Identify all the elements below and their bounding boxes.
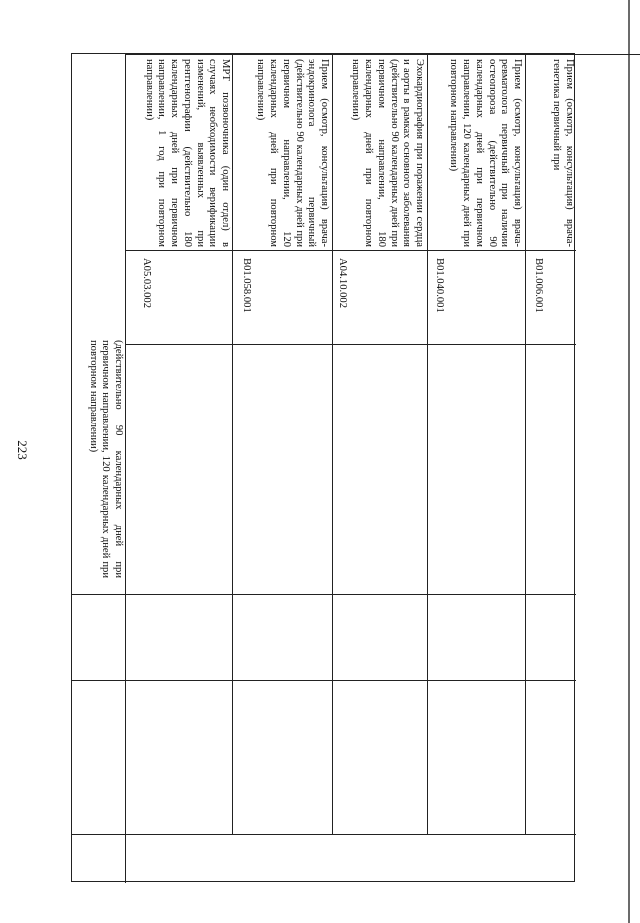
row-service-text: Прием (осмотр, консультация) врача-генетика первичный при [551,59,575,247]
row-code: B01.006.001 [533,258,544,313]
row-divider [125,344,576,345]
services-table [71,53,575,882]
column-divider [232,54,233,834]
row-divider [125,54,640,55]
row-service-text: Эхокардиография при поражении сердца и аорты в рамках основного заболевания (действительно 90 календарных дней при первичном направлении, 180 календарных дней при повторном направлении) [350,59,425,247]
column-divider [125,54,126,883]
row-divider [72,680,576,681]
column-divider [525,54,526,834]
row-code: A05.03.002 [141,258,152,309]
header-validity-text: (действительно 90 календарных дней при первичном направлении, 120 календарных дней при повторном направлении) [87,340,124,578]
scan-edge-line [628,0,630,923]
row-divider [72,594,576,595]
row-service-text: МРТ позвоночника (один отдел) в случаях необходимости верификации изменений, выявленных при рентгенографии (действительно 180 календарных дней при первичном направлении, 1 год при повторном направлении) [143,59,231,247]
row-divider [72,834,576,835]
column-divider [427,54,428,834]
row-divider [125,250,576,251]
row-code: B01.058.001 [241,258,252,313]
page-number: 223 [15,440,30,460]
row-code: B01.040.001 [434,258,445,313]
column-divider [332,54,333,834]
row-service-text: Прием (осмотр, консультация) врача-эндокринолога первичный (действительно 90 календарных дней при первичном направлении, 120 календарных дней при повторном направлении) [255,59,330,247]
row-service-text: Прием (осмотр, консультация) врача-ревматолога первичный при наличии остеопороза (действительно 90 календарных дней при первичном направлении, 120 календарных дней при повторном направлении) [448,59,523,247]
row-code: A04.10.002 [337,258,348,309]
